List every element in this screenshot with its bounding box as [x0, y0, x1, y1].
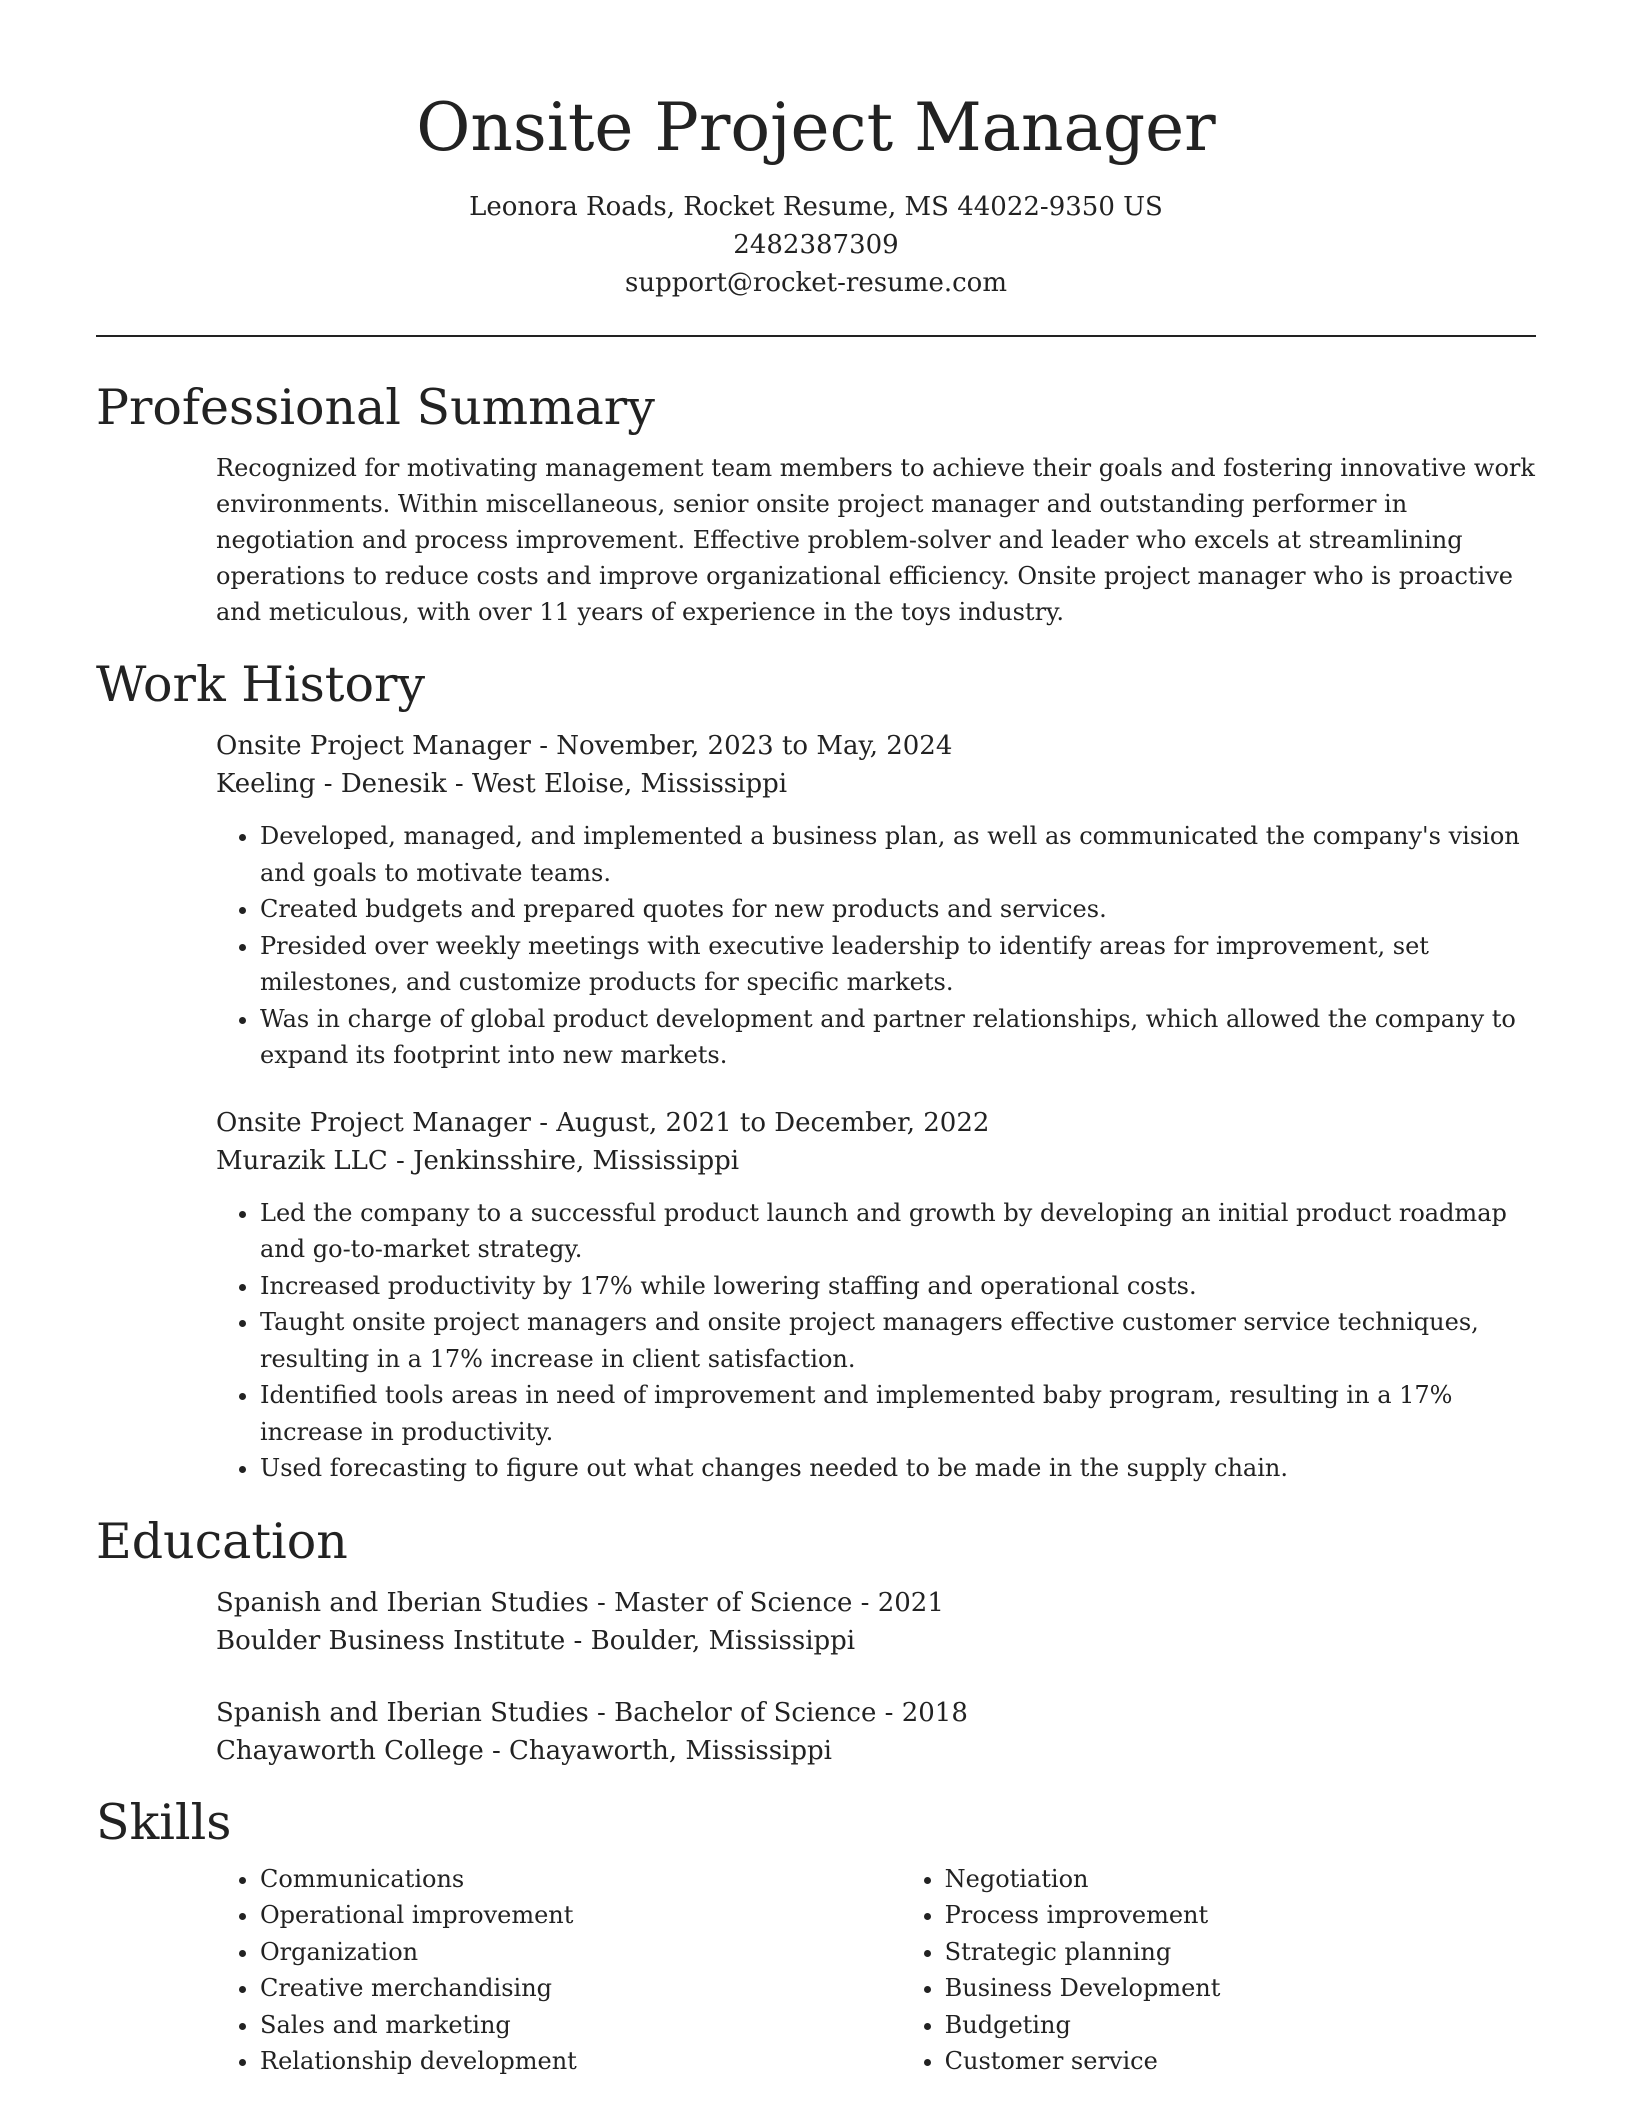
list-item: • Led the company to a successful product launch and growth by developing an initial product roadmap and go-to-market strategy.	[260, 1195, 1536, 1268]
skill-item: • Organization	[260, 1934, 901, 1971]
skill-item: • Strategic planning	[945, 1934, 1536, 1971]
resume-header	[96, 0, 1536, 302]
skill-item: • Sales and marketing	[260, 2007, 901, 2044]
phone-number: 2482387309	[733, 230, 899, 260]
degree-line	[216, 1694, 1536, 1732]
summary-heading: Professional Summary	[96, 379, 655, 436]
skill-item: • Customer service	[945, 2043, 1536, 2080]
degree-type: - Bachelor of Science	[588, 1697, 877, 1728]
skill-item: • Process improvement	[945, 1897, 1536, 1934]
job-dates: - August, 2021 to December, 2022	[530, 1107, 990, 1138]
school-name: Boulder Business Institute	[216, 1625, 566, 1656]
skill-item: • Business Development	[945, 1970, 1536, 2007]
job-title-line	[216, 1104, 1536, 1142]
job-location: - West Eloise, Mississippi	[446, 769, 788, 799]
degree-year: - 2018	[876, 1697, 968, 1728]
job-role: Onsite Project Manager	[216, 731, 531, 761]
degree-type: - Master of Science	[588, 1587, 853, 1618]
education-section	[96, 1510, 1536, 1770]
skill-item: • Negotiation	[945, 1861, 1536, 1898]
skill-item: • Budgeting	[945, 2007, 1536, 2044]
degree-field: Spanish and Iberian Studies	[216, 1697, 589, 1728]
email-address: support@rocket-resume.com	[624, 268, 1007, 298]
skill-item: • Relationship development	[260, 2043, 901, 2080]
job-entry	[96, 727, 1536, 1074]
summary-text: Recognized for motivating management team members to achieve their goals and fostering innovative work environments. Within miscellaneous, senior onsite project manager and outstanding performer in negotiation and process improvement. Effective problem-solver and leader who excels at streamlining operations to reduce costs and improve organizational efficiency. Onsite project manager who is proactive and meticulous, with over 11 years of experience in the toys industry.	[216, 454, 1535, 626]
education-heading: Education	[96, 1512, 348, 1570]
job-location: - Jenkinsshire, Mississippi	[387, 1145, 740, 1176]
job-bullets	[216, 818, 1536, 1074]
skill-item: • Communications	[260, 1861, 901, 1898]
list-item: • Taught onsite project managers and onsite project managers effective customer service techniques, resulting in a 17% increase in client satisfaction.	[260, 1304, 1536, 1377]
job-company: Murazik LLC	[216, 1145, 388, 1176]
resume-page	[96, 0, 1536, 2112]
candidate-name: Onsite Project Manager	[416, 89, 1216, 166]
job-role: Onsite Project Manager	[216, 1107, 531, 1138]
job-title-line	[216, 727, 1536, 765]
skill-item: • Operational improvement	[260, 1897, 901, 1934]
school-location: - Chayaworth, Mississippi	[483, 1735, 832, 1766]
degree-field: Spanish and Iberian Studies	[216, 1587, 589, 1618]
summary-section	[96, 376, 1536, 630]
degree-line	[216, 1584, 1536, 1622]
job-company-line	[216, 1142, 1536, 1180]
skills-column-left	[216, 1861, 901, 2080]
work-history-section	[96, 653, 1536, 1487]
list-item: • Was in charge of global product development and partner relationships, which allowed the company to expand its footprint into new markets.	[260, 1001, 1536, 1074]
list-item: • Increased productivity by 17% while lowering staffing and operational costs.	[260, 1268, 1536, 1305]
job-bullets	[216, 1195, 1536, 1487]
list-item: • Used forecasting to figure out what changes needed to be made in the supply chain.	[260, 1450, 1536, 1487]
skills-heading: Skills	[96, 1793, 232, 1851]
school-location: - Boulder, Mississippi	[565, 1625, 856, 1656]
job-company-line	[216, 765, 1536, 803]
job-dates: - November, 2023 to May, 2024	[530, 731, 953, 761]
skills-column-right	[901, 1861, 1536, 2080]
school-name: Chayaworth College	[216, 1735, 484, 1766]
school-line	[216, 1732, 1536, 1770]
skill-item: • Creative merchandising	[260, 1970, 901, 2007]
list-item: • Identified tools areas in need of improvement and implemented baby program, resulting in a 17% increase in productivity.	[260, 1377, 1536, 1450]
school-line	[216, 1622, 1536, 1660]
skills-columns	[96, 1861, 1536, 2080]
degree-year: - 2021	[852, 1587, 944, 1618]
header-divider	[96, 335, 1536, 337]
education-entry	[96, 1584, 1536, 1660]
job-entry	[96, 1104, 1536, 1487]
address: Leonora Roads, Rocket Resume, MS 44022-9350 US	[469, 192, 1163, 222]
work-history-heading: Work History	[96, 656, 426, 713]
list-item: • Created budgets and prepared quotes for new products and services.	[260, 891, 1536, 928]
list-item: • Presided over weekly meetings with executive leadership to identify areas for improvement, set milestones, and customize products for specific markets.	[260, 928, 1536, 1001]
list-item: • Developed, managed, and implemented a business plan, as well as communicated the company's vision and goals to motivate teams.	[260, 818, 1536, 891]
education-entry	[96, 1694, 1536, 1770]
skills-section	[96, 1791, 1536, 2080]
job-company: Keeling - Denesik	[216, 769, 447, 799]
